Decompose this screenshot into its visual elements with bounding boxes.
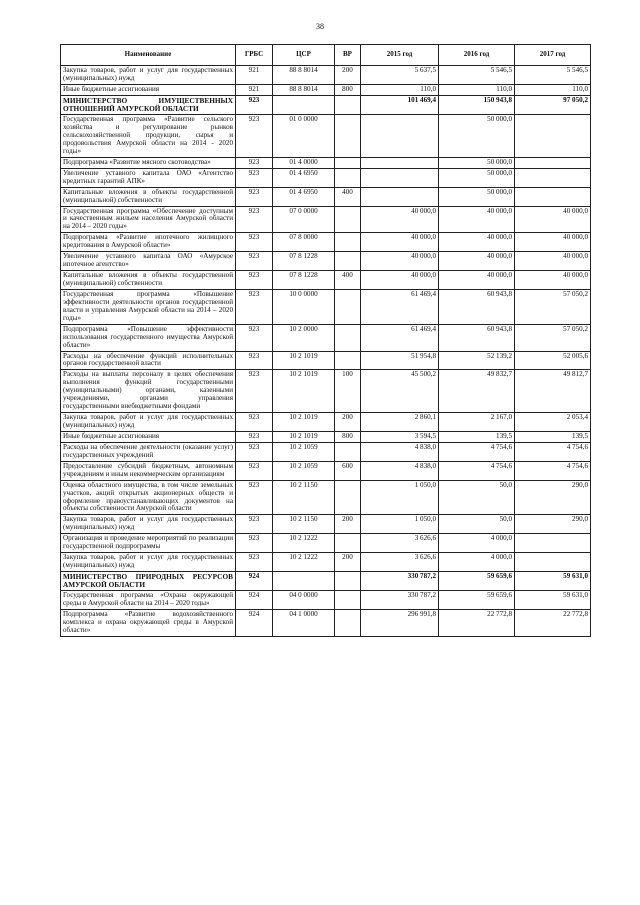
row-name-cell: Подпрограмма «Развитие водохозяйственного комплекса и охрана окружающей среды в Амурской области» xyxy=(61,610,236,637)
row-name-cell: Капитальные вложения в объекты государственной (муниципальной) собственности xyxy=(61,271,236,290)
row-name-cell: Расходы на обеспечение деятельности (оказание услуг) государственных учреждений xyxy=(61,442,236,461)
row-2015-cell: 110,0 xyxy=(361,84,439,95)
table-row xyxy=(61,461,591,480)
row-2015-cell: 3 626,6 xyxy=(361,534,439,553)
row-grbs-cell: 923 xyxy=(236,206,273,233)
table-row xyxy=(61,271,591,290)
row-2016-cell: 52 139,2 xyxy=(439,351,515,370)
row-csr-cell: 07 8 1228 xyxy=(273,252,335,271)
row-name-cell: Расходы на обеспечение функций исполнительных органов государственной власти xyxy=(61,351,236,370)
row-grbs-cell: 923 xyxy=(236,187,273,206)
ministry-row xyxy=(61,95,591,114)
row-name-cell: Иные бюджетные ассигнования xyxy=(61,84,236,95)
row-csr-cell: 10 2 1150 xyxy=(273,480,335,515)
row-2016-cell: 50 000,0 xyxy=(439,187,515,206)
row-2015-cell: 5 637,5 xyxy=(361,66,439,85)
page-number: 38 xyxy=(316,22,324,31)
row-2016-cell: 150 943,8 xyxy=(439,95,515,114)
row-csr-cell: 04 0 0000 xyxy=(273,591,335,610)
budget-table xyxy=(60,44,591,637)
table-row xyxy=(61,187,591,206)
row-2015-cell xyxy=(361,168,439,187)
row-name-cell: Капитальные вложения в объекты государственной (муниципальной) собственности xyxy=(61,187,236,206)
table-row xyxy=(61,351,591,370)
row-vr-cell xyxy=(335,442,361,461)
row-2017-cell xyxy=(515,115,591,158)
row-grbs-cell: 923 xyxy=(236,233,273,252)
row-grbs-cell: 923 xyxy=(236,431,273,442)
table-row xyxy=(61,115,591,158)
header-2015: 2015 год xyxy=(361,45,439,66)
row-2016-cell: 110,0 xyxy=(439,84,515,95)
row-2015-cell: 101 469,4 xyxy=(361,95,439,114)
row-2015-cell: 2 860,1 xyxy=(361,413,439,432)
row-2016-cell: 50 000,0 xyxy=(439,168,515,187)
row-2016-cell: 40 000,0 xyxy=(439,252,515,271)
row-grbs-cell: 923 xyxy=(236,252,273,271)
row-2017-cell xyxy=(515,553,591,572)
row-2017-cell: 97 050,2 xyxy=(515,95,591,114)
row-name-cell: Подпрограмма «Развитие ипотечного жилищного кредитования в Амурской области» xyxy=(61,233,236,252)
row-name-cell: Закупка товаров, работ и услуг для государственных (муниципальных) нужд xyxy=(61,413,236,432)
row-grbs-cell: 923 xyxy=(236,413,273,432)
row-vr-cell xyxy=(335,610,361,637)
table-row xyxy=(61,591,591,610)
row-csr-cell: 10 0 0000 xyxy=(273,289,335,324)
row-2016-cell: 50 000,0 xyxy=(439,115,515,158)
row-name-cell: Подпрограмма «Повышение эффективности использования государственного имущества Амурской области» xyxy=(61,324,236,351)
row-grbs-cell: 923 xyxy=(236,168,273,187)
row-name-cell: Закупка товаров, работ и услуг для государственных (муниципальных) нужд xyxy=(61,66,236,85)
row-2017-cell: 52 005,6 xyxy=(515,351,591,370)
row-vr-cell xyxy=(335,95,361,114)
row-grbs-cell: 923 xyxy=(236,442,273,461)
row-grbs-cell: 923 xyxy=(236,370,273,413)
row-name-cell: Иные бюджетные ассигнования xyxy=(61,431,236,442)
row-vr-cell xyxy=(335,351,361,370)
row-csr-cell: 10 2 1019 xyxy=(273,351,335,370)
table-header-row xyxy=(61,45,591,66)
row-2017-cell: 290,0 xyxy=(515,480,591,515)
table-row xyxy=(61,324,591,351)
row-2015-cell: 40 000,0 xyxy=(361,206,439,233)
row-csr-cell: 10 2 0000 xyxy=(273,324,335,351)
row-2017-cell xyxy=(515,534,591,553)
row-2017-cell xyxy=(515,157,591,168)
header-name: Наименование xyxy=(61,45,236,66)
row-vr-cell xyxy=(335,115,361,158)
row-2015-cell: 40 000,0 xyxy=(361,233,439,252)
row-grbs-cell: 924 xyxy=(236,572,273,591)
row-grbs-cell: 923 xyxy=(236,461,273,480)
row-grbs-cell: 924 xyxy=(236,610,273,637)
row-2015-cell: 1 050,0 xyxy=(361,480,439,515)
row-grbs-cell: 921 xyxy=(236,84,273,95)
row-csr-cell: 04 1 0000 xyxy=(273,610,335,637)
row-csr-cell: 88 8 8014 xyxy=(273,84,335,95)
row-name-cell: Государственная программа «Развитие сельского хозяйства и регулирование рынков сельскохозяйственной продукции, сырья и продовольствия Амурской области на 2014 - 2020 годы» xyxy=(61,115,236,158)
row-2015-cell: 4 838,0 xyxy=(361,442,439,461)
row-vr-cell xyxy=(335,289,361,324)
row-vr-cell: 200 xyxy=(335,413,361,432)
header-vr: ВР xyxy=(335,45,361,66)
row-name-cell: Государственная программа «Повышение эффективности деятельности органов государственной власти и управления Амурской области на 2014 – 2020 годы» xyxy=(61,289,236,324)
table-row xyxy=(61,480,591,515)
table-row xyxy=(61,553,591,572)
row-2015-cell: 296 991,8 xyxy=(361,610,439,637)
row-2016-cell: 22 772,8 xyxy=(439,610,515,637)
row-grbs-cell: 924 xyxy=(236,591,273,610)
row-2015-cell: 61 469,4 xyxy=(361,289,439,324)
row-grbs-cell: 921 xyxy=(236,66,273,85)
row-grbs-cell: 923 xyxy=(236,480,273,515)
row-2015-cell xyxy=(361,157,439,168)
row-name-cell: Увеличение уставного капитала ОАО «Амурское ипотечное агентство» xyxy=(61,252,236,271)
row-name-cell: Оценка областного имущества, в том числе земельных участков, акций открытых акционерных обществ и оформление правоустанавливающих документов на объекты собственности Амурской области xyxy=(61,480,236,515)
table-row xyxy=(61,413,591,432)
header-csr: ЦСР xyxy=(273,45,335,66)
row-name-cell: Закупка товаров, работ и услуг для государственных (муниципальных) нужд xyxy=(61,553,236,572)
row-csr-cell: 10 2 1059 xyxy=(273,461,335,480)
row-2016-cell: 49 832,7 xyxy=(439,370,515,413)
row-csr-cell: 10 2 1019 xyxy=(273,413,335,432)
row-2017-cell: 2 053,4 xyxy=(515,413,591,432)
row-2015-cell: 330 787,2 xyxy=(361,591,439,610)
row-2016-cell: 40 000,0 xyxy=(439,233,515,252)
row-2015-cell: 3 594,5 xyxy=(361,431,439,442)
row-grbs-cell: 923 xyxy=(236,157,273,168)
row-vr-cell xyxy=(335,157,361,168)
row-vr-cell: 800 xyxy=(335,431,361,442)
row-2017-cell: 110,0 xyxy=(515,84,591,95)
row-vr-cell xyxy=(335,591,361,610)
row-vr-cell xyxy=(335,572,361,591)
row-grbs-cell: 923 xyxy=(236,324,273,351)
row-vr-cell xyxy=(335,252,361,271)
row-2017-cell: 4 754,6 xyxy=(515,442,591,461)
row-csr-cell xyxy=(273,95,335,114)
table-row xyxy=(61,370,591,413)
row-name-cell: Расходы на выплаты персоналу в целях обеспечения выполнения функций государственными (муниципальными) органами, казенными учреждениями, органами управления государственными внебюджетными фондами xyxy=(61,370,236,413)
row-csr-cell: 10 2 1222 xyxy=(273,534,335,553)
row-vr-cell: 800 xyxy=(335,84,361,95)
table-body xyxy=(61,66,591,637)
row-vr-cell: 600 xyxy=(335,461,361,480)
row-csr-cell: 10 2 1019 xyxy=(273,370,335,413)
row-2016-cell: 40 000,0 xyxy=(439,271,515,290)
row-2016-cell: 2 167,0 xyxy=(439,413,515,432)
row-name-cell: Закупка товаров, работ и услуг для государственных (муниципальных) нужд xyxy=(61,515,236,534)
row-name-cell: Увеличение уставного капитала ОАО «Агентство кредитных гарантий АПК» xyxy=(61,168,236,187)
table-row xyxy=(61,206,591,233)
row-2017-cell: 59 631,0 xyxy=(515,572,591,591)
row-grbs-cell: 923 xyxy=(236,553,273,572)
row-2016-cell: 50 000,0 xyxy=(439,157,515,168)
row-vr-cell: 400 xyxy=(335,187,361,206)
row-csr-cell: 10 2 1222 xyxy=(273,553,335,572)
row-vr-cell xyxy=(335,324,361,351)
row-csr-cell: 07 0 0000 xyxy=(273,206,335,233)
row-2017-cell: 57 050,2 xyxy=(515,289,591,324)
row-2016-cell: 4 754,6 xyxy=(439,442,515,461)
row-2015-cell: 51 954,8 xyxy=(361,351,439,370)
row-2017-cell: 4 754,6 xyxy=(515,461,591,480)
row-2016-cell: 60 943,8 xyxy=(439,324,515,351)
row-2015-cell: 3 626,6 xyxy=(361,553,439,572)
row-name-cell: Подпрограмма «Развитие мясного скотоводства» xyxy=(61,157,236,168)
row-2017-cell: 40 000,0 xyxy=(515,233,591,252)
row-csr-cell: 10 2 1019 xyxy=(273,431,335,442)
row-2017-cell: 49 812,7 xyxy=(515,370,591,413)
row-name-cell: МИНИСТЕРСТВО ИМУЩЕСТВЕННЫХ ОТНОШЕНИЙ АМУРСКОЙ ОБЛАСТИ xyxy=(61,95,236,114)
row-2015-cell: 40 000,0 xyxy=(361,271,439,290)
row-vr-cell xyxy=(335,206,361,233)
table-row xyxy=(61,431,591,442)
row-2016-cell: 139,5 xyxy=(439,431,515,442)
row-name-cell: Организация и проведение мероприятий по реализации государственной подпрограммы xyxy=(61,534,236,553)
row-csr-cell: 01 0 0000 xyxy=(273,115,335,158)
ministry-row xyxy=(61,572,591,591)
table-row xyxy=(61,442,591,461)
row-csr-cell: 10 2 1059 xyxy=(273,442,335,461)
row-2017-cell xyxy=(515,168,591,187)
row-2017-cell: 40 000,0 xyxy=(515,271,591,290)
row-2017-cell: 5 546,5 xyxy=(515,66,591,85)
row-csr-cell: 01 4 0000 xyxy=(273,157,335,168)
header-grbs: ГРБС xyxy=(236,45,273,66)
row-2016-cell: 59 659,6 xyxy=(439,591,515,610)
table-row xyxy=(61,157,591,168)
row-name-cell: Государственная программа «Охрана окружающей среды в Амурской области на 2014 – 2020 годы» xyxy=(61,591,236,610)
row-2017-cell: 290,0 xyxy=(515,515,591,534)
header-2017: 2017 год xyxy=(515,45,591,66)
row-grbs-cell: 923 xyxy=(236,271,273,290)
row-2015-cell: 40 000,0 xyxy=(361,252,439,271)
row-csr-cell: 07 8 1228 xyxy=(273,271,335,290)
row-csr-cell: 01 4 6950 xyxy=(273,168,335,187)
row-2017-cell: 22 772,8 xyxy=(515,610,591,637)
row-2015-cell: 45 500,2 xyxy=(361,370,439,413)
header-2016: 2016 год xyxy=(439,45,515,66)
row-vr-cell: 100 xyxy=(335,370,361,413)
row-2016-cell: 59 659,6 xyxy=(439,572,515,591)
row-vr-cell xyxy=(335,534,361,553)
table-row xyxy=(61,610,591,637)
row-vr-cell: 400 xyxy=(335,271,361,290)
row-2017-cell: 139,5 xyxy=(515,431,591,442)
table-row xyxy=(61,515,591,534)
row-2017-cell: 40 000,0 xyxy=(515,252,591,271)
row-grbs-cell: 923 xyxy=(236,115,273,158)
row-grbs-cell: 923 xyxy=(236,95,273,114)
row-vr-cell xyxy=(335,233,361,252)
row-name-cell: Предоставление субсидий бюджетным, автономным учреждениям и иным некоммерческим организациям xyxy=(61,461,236,480)
table-row xyxy=(61,66,591,85)
row-2015-cell xyxy=(361,187,439,206)
row-csr-cell xyxy=(273,572,335,591)
row-2015-cell: 1 050,0 xyxy=(361,515,439,534)
table-row xyxy=(61,168,591,187)
row-grbs-cell: 923 xyxy=(236,289,273,324)
table-row xyxy=(61,233,591,252)
row-vr-cell xyxy=(335,480,361,515)
row-2016-cell: 50,0 xyxy=(439,480,515,515)
row-2015-cell: 4 838,0 xyxy=(361,461,439,480)
row-vr-cell: 200 xyxy=(335,515,361,534)
row-2016-cell: 40 000,0 xyxy=(439,206,515,233)
row-name-cell: МИНИСТЕРСТВО ПРИРОДНЫХ РЕСУРСОВ АМУРСКОЙ ОБЛАСТИ xyxy=(61,572,236,591)
row-name-cell: Государственная программа «Обеспечение доступным и качественным жильем населения Амурской области на 2014 – 2020 годы» xyxy=(61,206,236,233)
row-2015-cell: 330 787,2 xyxy=(361,572,439,591)
row-2017-cell: 40 000,0 xyxy=(515,206,591,233)
row-2015-cell: 61 469,4 xyxy=(361,324,439,351)
row-2016-cell: 4 754,6 xyxy=(439,461,515,480)
row-vr-cell: 200 xyxy=(335,66,361,85)
row-2016-cell: 4 000,0 xyxy=(439,553,515,572)
row-grbs-cell: 923 xyxy=(236,515,273,534)
row-grbs-cell: 923 xyxy=(236,351,273,370)
row-csr-cell: 07 8 0000 xyxy=(273,233,335,252)
table-row xyxy=(61,252,591,271)
row-2016-cell: 50,0 xyxy=(439,515,515,534)
row-csr-cell: 88 8 8014 xyxy=(273,66,335,85)
table-row xyxy=(61,84,591,95)
table-row xyxy=(61,289,591,324)
row-2015-cell xyxy=(361,115,439,158)
row-2016-cell: 5 546,5 xyxy=(439,66,515,85)
row-2017-cell xyxy=(515,187,591,206)
row-csr-cell: 10 2 1150 xyxy=(273,515,335,534)
row-csr-cell: 01 4 6950 xyxy=(273,187,335,206)
row-vr-cell: 200 xyxy=(335,553,361,572)
row-2017-cell: 59 631,0 xyxy=(515,591,591,610)
row-grbs-cell: 923 xyxy=(236,534,273,553)
row-2016-cell: 4 000,0 xyxy=(439,534,515,553)
row-2017-cell: 57 050,2 xyxy=(515,324,591,351)
row-vr-cell xyxy=(335,168,361,187)
table-row xyxy=(61,534,591,553)
row-2016-cell: 60 943,8 xyxy=(439,289,515,324)
